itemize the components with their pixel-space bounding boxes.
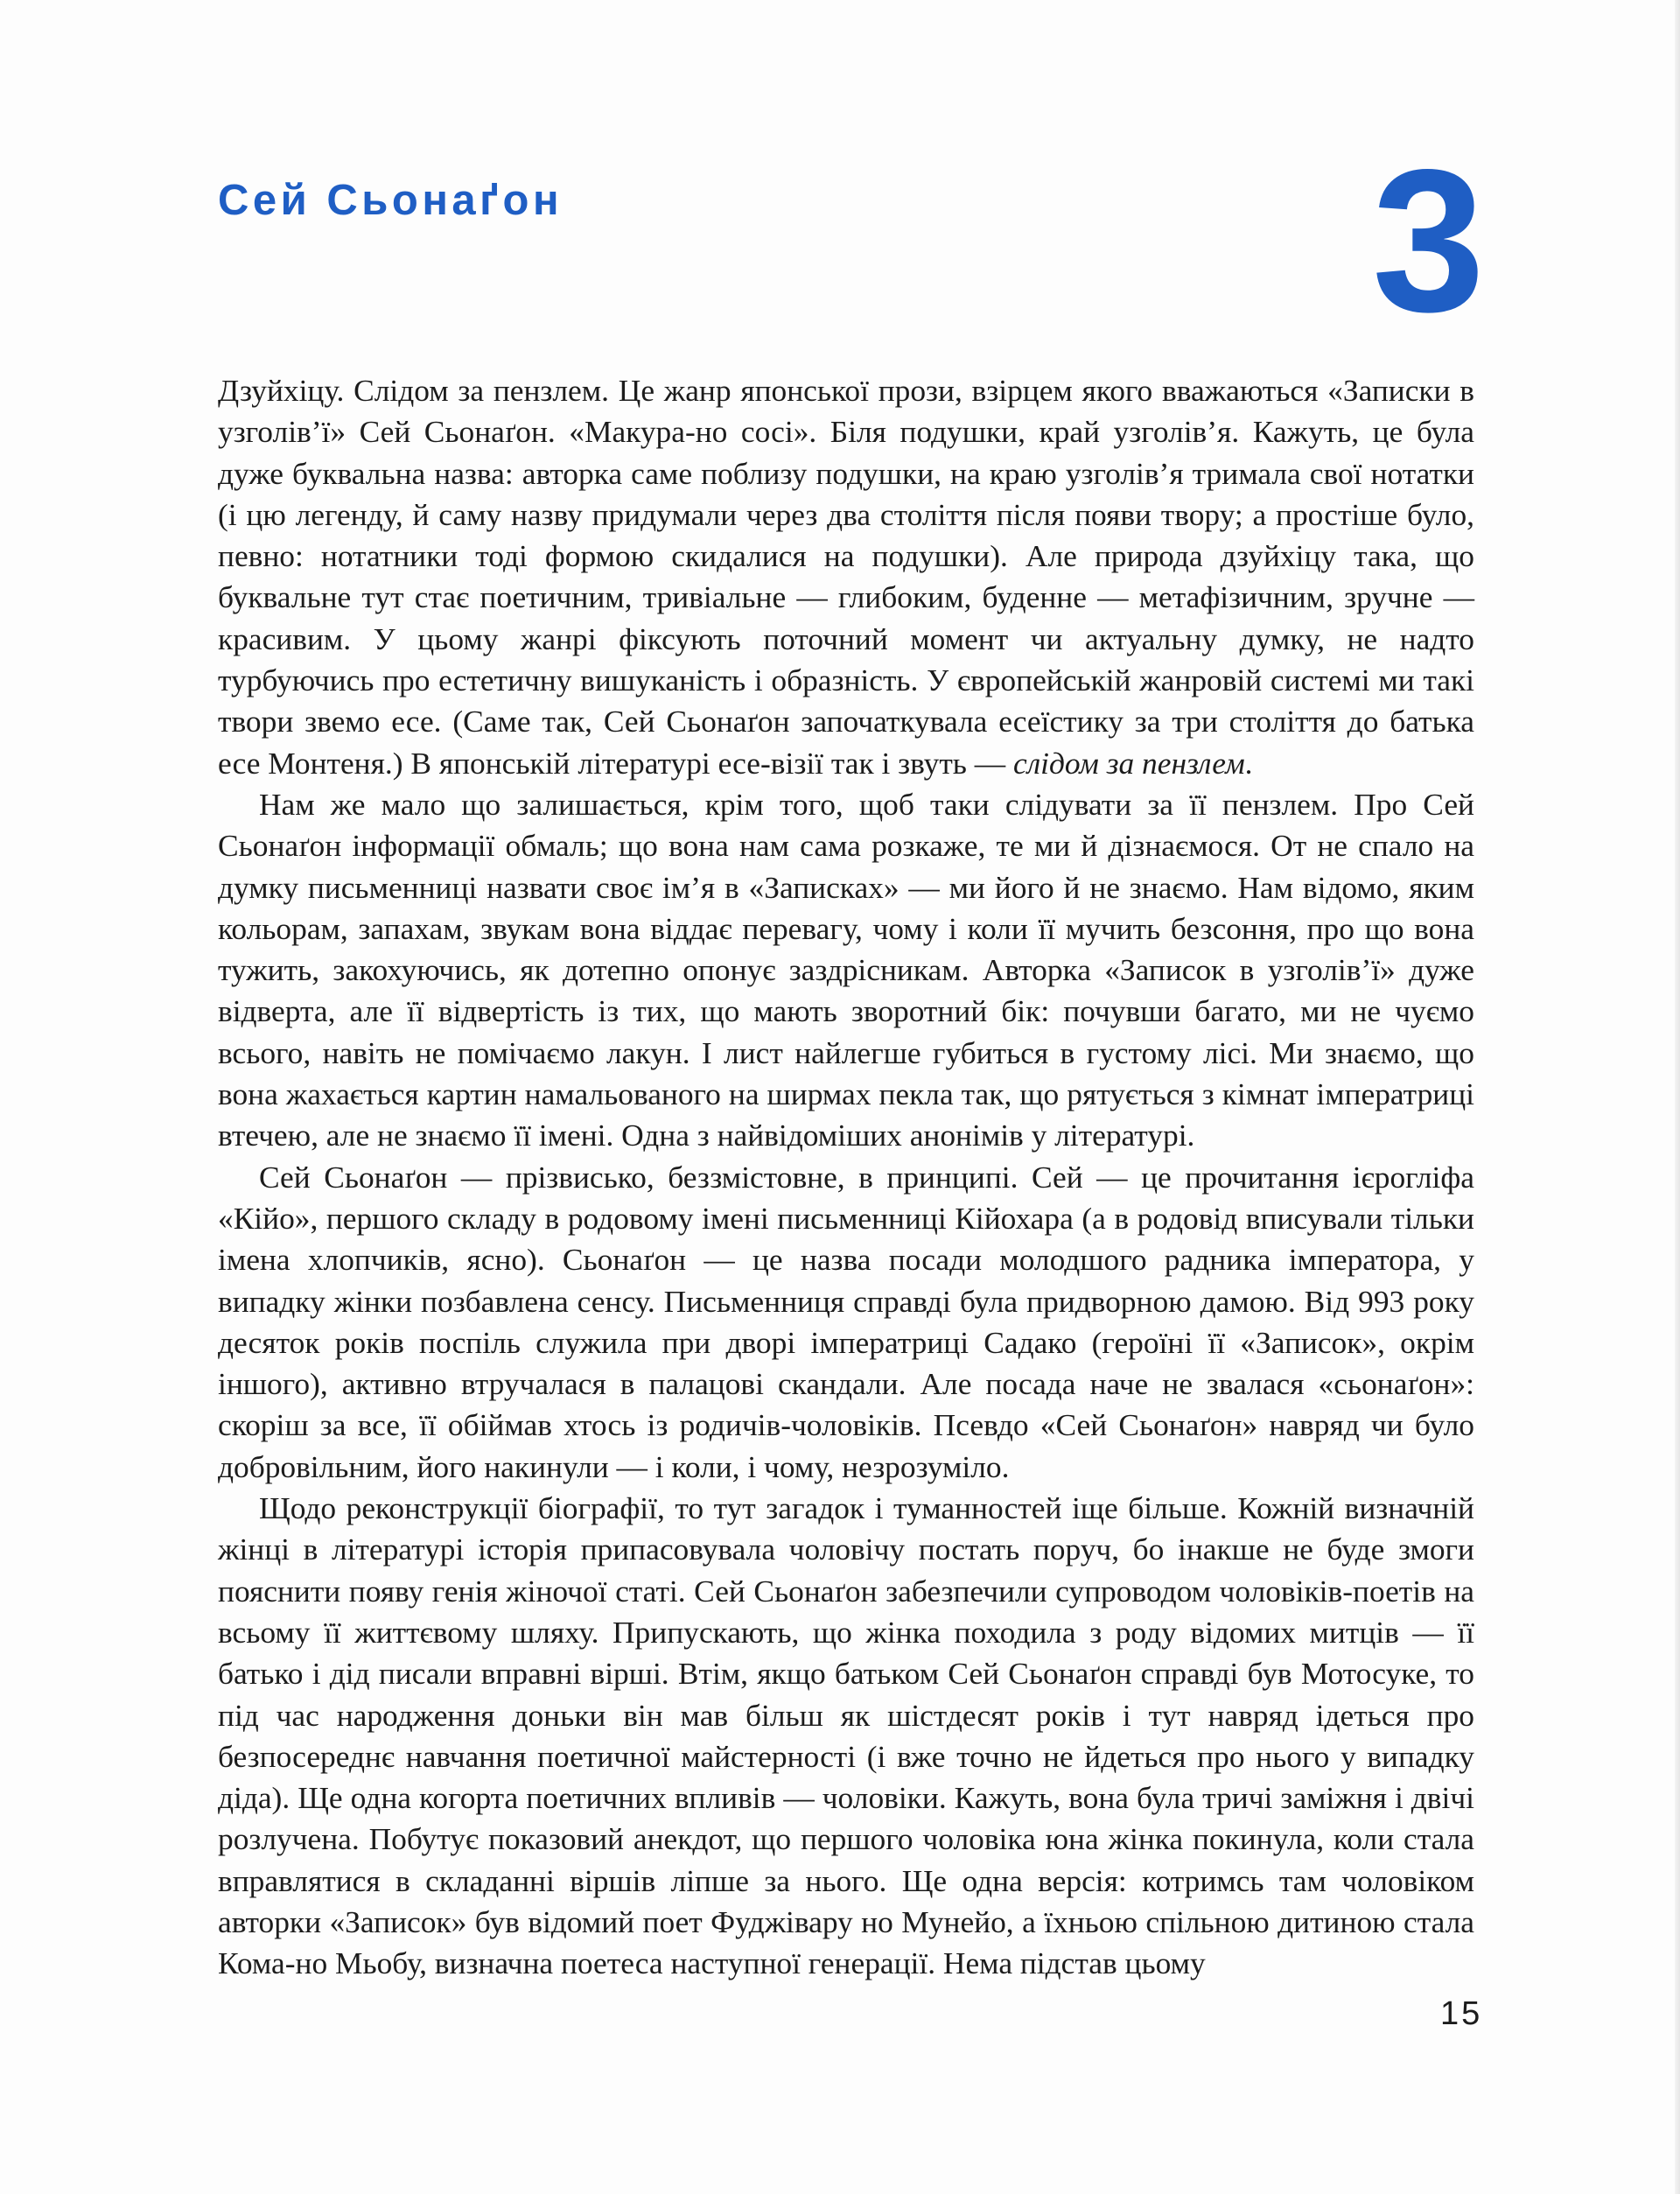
- chapter-number: 3: [1372, 128, 1486, 354]
- paragraph-1-end: .: [1244, 745, 1253, 781]
- body-text: [218, 370, 1474, 1985]
- paragraph-1: [218, 370, 1474, 784]
- page-edge: [1675, 0, 1680, 2194]
- paragraph-4: Щодо реконструкції біографії, то тут загадок і туманностей іще більше. Кожній визначній жінці в літературі історія припасовувала чоловічу постать поруч, бо інакше не буде змоги пояснити появу генія жіночої статі. Сей Сьонаґон забезпечили супроводом чоловіків-поетів на всьому її життєвому шляху. Припускають, що жінка походила з роду відомих митців — її батько і дід писали вправні вірші. Втім, якщо батьком Сей Сьонаґон справді був Мотосуке, то під час народження доньки він мав більш як шістдесят років і тут навряд ідеться про безпосереднє навчання поетичної майстерності (і вже точно не йдеться про нього у випадку діда). Ще одна когорта поетичних впливів — чоловіки. Кажуть, вона була тричі заміжня і двічі розлучена. Побутує показовий анекдот, що першого чоловіка юна жінка покинула, коли стала вправлятися в складанні віршів ліпше за нього. Ще одна версія: котримсь там чоловіком авторки «Записок» був відомий поет Фуджівару но Мунейо, а їхньою спільною дитиною стала Кома-но Мьобу, визначна поетеса наступної генерації. Нема підстав цьому: [218, 1490, 1474, 1981]
- paragraph-1-text: Дзуйхіцу. Слідом за пензлем. Це жанр японської прози, взірцем якого вважаються «Записки в узголів’ї» Сей Сьонаґон. «Макура-но сосі». Біля подушки, край узголів’я. Кажуть, це була дуже буквальна назва: авторка саме поблизу подушки, на краю узголів’я тримала свої нотатки (і цю легенду, й саму назву придумали через два століття після появи твору; а простіше було, певно: нотатники тоді формою скидалися на подушки). Але природа дзуйхіцу така, що буквальне тут стає поетичним, тривіальне — глибоким, буденне — метафізичним, зручне — красивим. У цьому жанрі фіксують поточний момент чи актуальну думку, не надто турбуючись про естетичну вишуканість і образність. У європейській жанровій системі ми такі твори звемо есе. (Саме так, Сей Сьонаґон започаткувала есеїстику за три століття до батька есе Монтеня.) В японській літературі есе-візії так і звуть —: [218, 373, 1474, 781]
- page-number: 15: [1440, 1995, 1483, 2032]
- paragraph-2: Нам же мало що залишається, крім того, щоб таки слідувати за її пензлем. Про Сей Сьонаґон інформації обмаль; що вона нам сама розкаже, те ми й дізнаємося. От не спало на думку письменниці назвати своє ім’я в «Записках» — ми його й не знаємо. Нам відомо, яким кольорам, запахам, звукам вона віддає перевагу, чому і коли її мучить безсоння, про що вона тужить, закохуючись, як дотепно опонує заздрісникам. Авторка «Записок в узголів’ї» дуже відверта, але її відвертість із тих, що мають зворотний бік: почувши багато, ми не чуємо всього, навіть не помічаємо лакун. І лист найлегше губиться в густому лісі. Ми знаємо, що вона жахається картин намальованого на ширмах пекла так, що рятується з кімнат імператриці втечею, але не знаємо її імені. Одна з найвідоміших анонімів у літературі.: [218, 786, 1474, 1153]
- chapter-title: Сей Сьонаґон: [218, 177, 564, 224]
- paragraph-1-italic: слідом за пензлем: [1013, 745, 1245, 781]
- paragraph-3: Сей Сьонаґон — прізвисько, беззмістовне, в принципі. Сей — це прочитання ієрогліфа «Кійо», першого складу в родовому імені письменниці Кійохара (а в родовід вписували тільки імена хлопчиків, ясно). Сьонаґон — це назва посади молодшого радника імператора, у випадку жінки позбавлена сенсу. Письменниця справді була придворною дамою. Від 993 року десяток років поспіль служила при дворі імператриці Садако (героїні її «Записок», окрім іншого), активно втручалася в палацові скандали. Але посада наче не звалася «сьонаґон»: скоріш за все, її обіймав хтось із родичів-чоловіків. Псевдо «Сей Сьонаґон» навряд чи було добровільним, його накинули — і коли, і чому, незрозуміло.: [218, 1159, 1474, 1484]
